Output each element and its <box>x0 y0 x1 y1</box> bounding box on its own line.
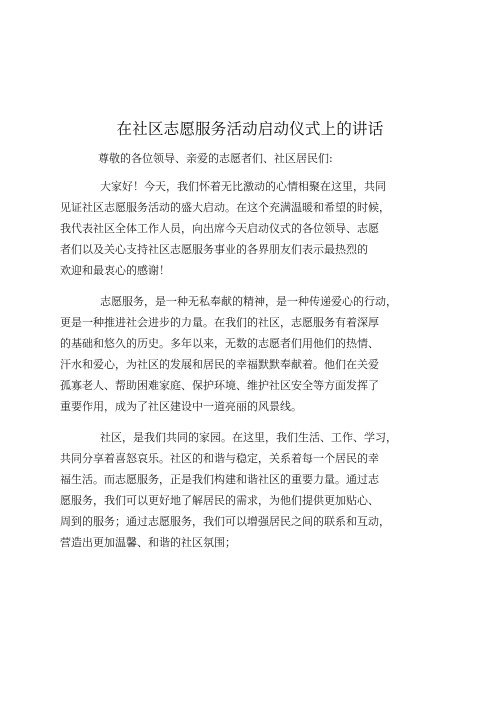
paragraph <box>60 291 444 417</box>
document-body <box>60 176 444 563</box>
paragraph-line: 的基础和悠久的历史。多年以来，无数的志愿者们用他们的热情、 <box>60 337 379 350</box>
paragraph-line: 福生活。而志愿服务，正是我们构建和谐社区的重要力量。通过志 <box>60 473 379 486</box>
paragraph-line: 我代表社区全体工作人员，向出席今天启动仪式的各位领导、志愿 <box>60 222 379 235</box>
paragraph-line: 周到的服务；通过志愿服务，我们可以增强居民之间的联系和互动， <box>60 515 390 528</box>
paragraph-line: 者们以及关心支持社区志愿服务事业的各界朋友们表示最热烈的 <box>60 243 368 256</box>
paragraph-line: 共同分享着喜怒哀乐。社区的和谐与稳定，关系着每一个居民的幸 <box>60 452 379 465</box>
paragraph-line: 愿服务，我们可以更好地了解居民的需求，为他们提供更加贴心、 <box>60 494 379 507</box>
paragraph <box>60 427 444 553</box>
paragraph <box>60 176 444 281</box>
paragraph-line: 孤寡老人、帮助困难家庭、保护环境、维护社区安全等方面发挥了 <box>60 379 379 392</box>
paragraph-line: 大家好！今天，我们怀着无比激动的心情相聚在这里，共同 <box>100 180 386 193</box>
paragraph-line: 志愿服务，是一种无私奉献的精神，是一种传递爱心的行动， <box>100 295 397 308</box>
paragraph-line: 营造出更加温馨、和谐的社区氛围； <box>60 536 236 549</box>
paragraph-line: 社区，是我们共同的家园。在这里，我们生活、工作、学习， <box>100 431 397 444</box>
document-title: 在社区志愿服务活动启动仪式上的讲话 <box>116 120 384 138</box>
salutation: 尊敬的各位领导、亲爱的志愿者们、社区居民们: <box>98 152 333 165</box>
paragraph-line: 更是一种推进社会进步的力量。在我们的社区，志愿服务有着深厚 <box>60 316 379 329</box>
paragraph-line: 汗水和爱心，为社区的发展和居民的幸福默默奉献着。他们在关爱 <box>60 358 379 371</box>
paragraph-line: 见证社区志愿服务活动的盛大启动。在这个充满温暖和希望的时候， <box>60 201 390 214</box>
paragraph-line: 欢迎和最衷心的感谢！ <box>60 264 170 277</box>
paragraph-line: 重要作用，成为了社区建设中一道亮丽的风景线。 <box>60 400 302 413</box>
